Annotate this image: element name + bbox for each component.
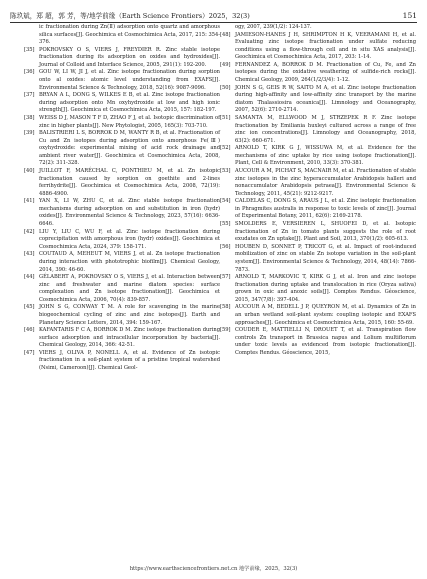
- reference-text: JOHN S G, GEIS R W, SAITO M A, et al. Zinc isotope fractionation during high-affinity and low-affinity zinc transport by the marine diatom Thalassiosira oceanica[J]. Limnology and Oceanography, 2007, 52(6): 2710-2714.: [235, 84, 416, 114]
- reference-text: COUDER E, MATTIELLI N, DROUET T, et al. Transpiration flow controls Zn transport in Brassica napus and Lolium multiflorum under toxic levels as evidenced from isotopic fractionation[J]. Comptes Rendus. Géoscience, 2015,: [235, 327, 416, 356]
- reference-text: JAMIESON-HANES J H, SHRIMPTON H K, VEERAMANI H, et al. Evaluating zinc isotope fractionation under sulfate reducing conditions using a flow-through cell and in situ XAS analysis[J]. Geochimica et Cosmochimica Acta, 2017, 203: 1-14.: [235, 31, 416, 61]
- reference-entry: [24, 274, 220, 304]
- reference-number: [56]: [220, 243, 231, 250]
- reference-number: [36]: [24, 69, 35, 76]
- reference-entry: [24, 229, 220, 252]
- reference-number: [37]: [24, 92, 35, 99]
- reference-number: [47]: [24, 349, 35, 356]
- reference-entry: [24, 168, 220, 198]
- reference-text: POKROVSKY O S, VIERS J, FREYDIER R. Zinc stable isotope fractionation during its adsorption on oxides and hydroxides[J]. Journal of Colloid and Interface Science, 2005, 291(1): 192-200.: [39, 46, 220, 68]
- reference-text: AUCOUR A M, PICHAT S, MACNAIR M, et al. Fractionation of stable zinc isotopes in the zinc hyperaccumulator Arabidopsis halleri and nonaccumulator Arabidopsis petraea[J]. Environmental Science & Technology, 2011, 45(21): 9212-9217.: [235, 167, 416, 197]
- reference-text: ARNOLD T, MARKOVIC T, KIRK G J, et al. Iron and zinc isotope fractionation during uptake and translocation in rice (Oryza sativa) grown in oxic and anoxic soils[J]. Comptes Rendus. Géoscience, 2015, 347(7/8): 397-404.: [235, 274, 416, 303]
- reference-entry: [24, 198, 220, 228]
- reference-continuation: ic fractionation during Zn(Ⅱ) adsorption onto quartz and amorphous silica surfaces[J]. Geochimica et Cosmochimica Acta, 2017, 215: 354-376.: [39, 24, 220, 46]
- reference-number: [58]: [220, 304, 231, 311]
- reference-number: [52]: [220, 145, 231, 152]
- reference-number: [50]: [220, 84, 231, 91]
- reference-entry: [220, 168, 416, 198]
- reference-text: GÉLABERT A, POKROVSKY O S, VIERS J, et al. Interaction between zinc and freshwater and marine diatom species: surface complexation and Zn isotope fractionation[J]. Geochimica et Cosmochimica Acta, 2006, 70(4): 839-857.: [39, 274, 220, 303]
- reference-entry: [24, 251, 220, 274]
- page-footer: https://www.earthsciencefrontiers.net.cn 地学前缘，2025，32(3): [129, 566, 298, 572]
- reference-entry: [220, 304, 416, 327]
- reference-number: [53]: [220, 167, 231, 174]
- reference-entry: [220, 198, 416, 221]
- reference-entry: [24, 92, 220, 115]
- reference-number: [57]: [220, 274, 231, 281]
- reference-text: JUILLOT F, MARÉCHAL C, PONTHIEU M, et al. Zn isotopic fractionation caused by sorption on goethite and 2-lines ferrihydrite[J]. Geochimica et Cosmochimica Acta, 2008, 72(19): 4886-4900.: [39, 167, 220, 197]
- reference-entry: [220, 85, 416, 115]
- reference-text: AUCOUR A M, BEDELL J P, QUEYRON M, et al. Dynamics of Zn in an urban wetland soil-plant system: coupling isotopic and EXAFS approaches[J]. Geochimica et Cosmochimica Acta, 2015, 160: 55-69.: [235, 304, 416, 326]
- reference-entry: [24, 69, 220, 92]
- reference-entry: [24, 327, 220, 350]
- reference-text: BALISTRIERI L S, BORROK D M, WANTY R B, et al. Fractionation of Cu and Zn isotopes during adsorption onto amorphous Fe(Ⅲ) oxyhydroxide: experimental mixing of acid rock drainage and ambient river water[J]. Geochimica et Cosmochimica Acta, 2008, 72(2): 311-328.: [39, 130, 220, 167]
- reference-entry: [24, 130, 220, 168]
- right-column: [220, 24, 416, 357]
- reference-entry: [24, 350, 220, 373]
- reference-continuation: ogy, 2007, 239(1/2): 124-137.: [235, 24, 312, 30]
- reference-number: [51]: [220, 114, 231, 121]
- reference-entry: [220, 274, 416, 304]
- reference-text: COUTAUD A, MEHEUT M, VIERS J, et al. Zn isotope fractionation during interaction with phototrophic biofilm[J]. Chemical Geology, 2014, 390: 46-60.: [39, 251, 220, 273]
- reference-number: [43]: [24, 251, 35, 258]
- reference-text: ARNOLD T, KIRK G J, WISSUWA M, et al. Evidence for the mechanisms of zinc uptake by rice using isotope fractionation[J]. Plant, Cell & Environment, 2010, 33(3): 370-381.: [235, 145, 416, 167]
- header-citation: 陈玖斌，郑 超，郭 芳，等/地学前缘（Earth Science Frontiers）2025，32(3): [10, 12, 250, 20]
- reference-number: [39]: [24, 130, 35, 137]
- reference-text: WEISS D J, MASON T F D, ZHAO F J, et al. Isotopic discrimination of zinc in higher plants[J]. New Phytologist, 2005, 165(3): 703-710.: [39, 114, 220, 129]
- reference-entry: [220, 115, 416, 145]
- reference-number: [44]: [24, 274, 35, 281]
- reference-number: [59]: [220, 327, 231, 334]
- reference-number: [49]: [220, 61, 231, 68]
- reference-number: [46]: [24, 327, 35, 334]
- reference-text: LIU Y, LIU C, WU F, et al. Zinc isotope fractionation during coprecipitation with amorphous iron (hydr) oxides[J]. Geochimica et Cosmochimica Acta, 2024, 379: 158-171.: [39, 228, 220, 250]
- reference-number: [35]: [24, 46, 35, 53]
- running-header: [10, 4, 417, 23]
- reference-text: HOUBEN D, SONNET P, TRICOT G, et al. Impact of root-induced mobilization of zinc on stable Zn isotope variation in the soil-plant system[J]. Environmental Science & Technology, 2014, 48(14): 7866-7873.: [235, 243, 416, 273]
- reference-entry: [220, 145, 416, 168]
- reference-text: CALDELAS C, DONG S, ARAUS J L, et al. Zinc isotopic fractionation in Phragmites australis in response to toxic levels of zinc[J]. Journal of Experimental Botany, 2011, 62(6): 2169-2178.: [235, 198, 416, 220]
- reference-entry: [220, 221, 416, 244]
- reference-number: [45]: [24, 304, 35, 311]
- reference-text: SAMANTA M, ELLWOOD M J, STRZEPEK R F. Zinc isotope fractionation by Emiliania huxleyi cultured across a range of free zinc ion concentrations[J]. Limnology and Oceanography, 2018, 63(2): 660-671.: [235, 114, 416, 144]
- reference-entry: [220, 327, 416, 357]
- reference-number: [55]: [220, 221, 231, 228]
- reference-text: YAN X, LI W, ZHU C, et al. Zinc stable isotope fractionation mechanisms during adsorption on and substitution in iron (hydr) oxides[J]. Environmental Science & Technology, 2023, 57(16): 6636-6646.: [39, 198, 220, 228]
- reference-entry: [220, 244, 416, 274]
- reference-number: [48]: [220, 31, 231, 38]
- reference-entry: [24, 47, 220, 70]
- reference-entry: [220, 62, 416, 85]
- reference-text: KAFANTARIS F C A, BORROK D M. Zinc isotope fractionation during surface adsorption and intracellular incorporation by bacteria[J]. Chemical Geology, 2014, 366: 42-51.: [39, 327, 220, 349]
- reference-entry: [24, 304, 220, 327]
- reference-number: [54]: [220, 198, 231, 205]
- reference-text: SMOLDERS E, VERSIEREN L, SHUOFEI D, et al. Isotopic fractionation of Zn in tomato plants suggests the role of root exudates on Zn uptake[J]. Plant and Soil, 2013, 370(1/2): 605-613.: [235, 221, 416, 243]
- reference-text: JOHN S G, CONWAY T M. A role for scavenging in the marine biogeochemical cycling of zinc and zinc isotopes[J]. Earth and Planetary Science Letters, 2014, 394: 159-167.: [39, 304, 220, 326]
- reference-number: [38]: [24, 114, 35, 121]
- page-number: 151: [402, 11, 417, 20]
- reference-text: FERNANDEZ A, BORROK D M. Fractionation of Cu, Fe, and Zn isotopes during the oxidative weathering of sulfide-rich rocks[J]. Chemical Geology, 2009, 264(1/2/3/4): 1-12.: [235, 61, 416, 84]
- reference-entry: [220, 32, 416, 62]
- reference-text: VIERS J, OLIVA P, NONELL A, et al. Evidence of Zn isotopic fractionation in a soil-plant system of a pristine tropical watershed (Nsimi, Cameroon)[J]. Chemical Geol-: [39, 349, 220, 372]
- reference-number: [42]: [24, 228, 35, 235]
- reference-text: BRYAN A L, DONG S, WILKES E B, et al. Zinc isotope fractionation during adsorption onto Mn oxyhydroxide at low and high ionic strength[J]. Geochimica et Cosmochimica Acta, 2015, 157: 182-197.: [39, 92, 220, 114]
- reference-number: [41]: [24, 198, 35, 205]
- reference-text: GOU W, LI W, JI J, et al. Zinc isotope fractionation during sorption onto al oxides: atomic level understanding from EXAFS[J]. Environmental Science & Technology, 2018, 52(16): 9087-9096.: [39, 69, 220, 91]
- left-column: [24, 24, 220, 373]
- reference-entry: [24, 115, 220, 130]
- reference-number: [40]: [24, 167, 35, 174]
